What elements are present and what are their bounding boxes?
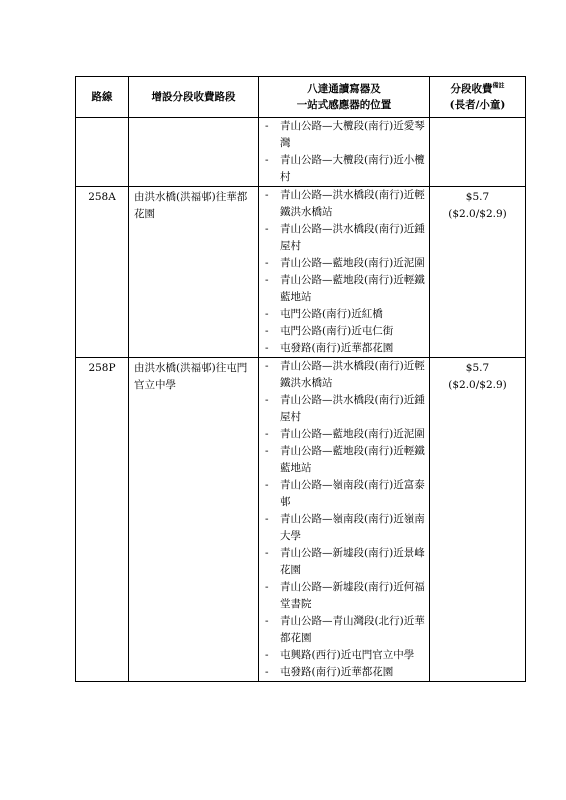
section-cell [129,118,259,187]
section-cell: 由洪水橋(洪福邨)往屯門官立中學 [129,358,259,682]
fee-cell [430,358,526,682]
header-route: 路線 [76,77,129,118]
header-fee-note: 備註 [492,82,505,90]
location-item: - 青山公路—藍地段(南行)近泥圍 [259,255,427,272]
location-cell [259,358,430,682]
header-location-line2: 一站式感應器的位置 [296,99,392,111]
fare-table [75,76,526,682]
table-row [76,187,526,358]
location-item: - 青山公路—洪水橋段(南行)近鍾屋村 [259,221,427,255]
location-item: - 青山公路—大欖段(南行)近愛琴灣 [259,118,427,152]
location-item: - 屯興路(西行)近屯門官立中學 [259,647,427,664]
location-item: - 屯門公路(南行)近紅橋 [259,306,427,323]
fee-cell [430,118,526,187]
location-list [259,118,427,186]
header-section: 增設分段收費路段 [129,77,259,118]
fee-adult: $5.7 [465,362,490,374]
fee-cell [430,187,526,358]
location-item: - 青山公路—藍地段(南行)近輕鐵藍地站 [259,272,427,306]
location-item: - 屯發路(南行)近華都花園 [259,340,427,357]
header-location-line1: 八達通讀寫器及 [307,83,381,95]
location-item: - 青山公路—嶺南段(南行)近富泰邨 [259,477,427,511]
header-location [259,77,430,118]
table-row [76,118,526,187]
location-cell [259,187,430,358]
table-body [76,118,526,682]
location-list [259,358,427,681]
location-item: - 屯發路(南行)近華都花園 [259,664,427,681]
location-item: - 青山公路—藍地段(南行)近泥圍 [259,426,427,443]
header-fee-line2: (長者/小童) [449,99,506,111]
fee-adult: $5.7 [465,191,490,203]
table-header-row [76,77,526,118]
location-item: - 青山公路—嶺南段(南行)近嶺南大學 [259,511,427,545]
header-fee-line1: 分段收費 [450,83,493,95]
location-item: - 青山公路—青山灣段(北行)近華都花園 [259,613,427,647]
table-row [76,358,526,682]
section-cell: 由洪水橋(洪福邨)往華都花園 [129,187,259,358]
header-fee-line1-wrap [432,81,523,97]
fee-concession: ($2.0/$2.9) [448,379,507,391]
location-cell [259,118,430,187]
location-item: - 青山公路—洪水橋段(南行)近輕鐵洪水橋站 [259,358,427,392]
route-cell [76,118,129,187]
location-item: - 青山公路—大欖段(南行)近小欖村 [259,152,427,186]
header-fee [430,77,526,118]
location-item: - 屯門公路(南行)近屯仁街 [259,323,427,340]
location-list [259,187,427,357]
location-item: - 青山公路—洪水橋段(南行)近鍾屋村 [259,392,427,426]
location-item: - 青山公路—新墟段(南行)近景峰花園 [259,545,427,579]
location-item: - 青山公路—洪水橋段(南行)近輕鐵洪水橋站 [259,187,427,221]
fee-concession: ($2.0/$2.9) [448,208,507,220]
location-item: - 青山公路—新墟段(南行)近何福堂書院 [259,579,427,613]
location-item: - 青山公路—藍地段(南行)近輕鐵藍地站 [259,443,427,477]
route-cell: 258A [76,187,129,358]
route-cell: 258P [76,358,129,682]
